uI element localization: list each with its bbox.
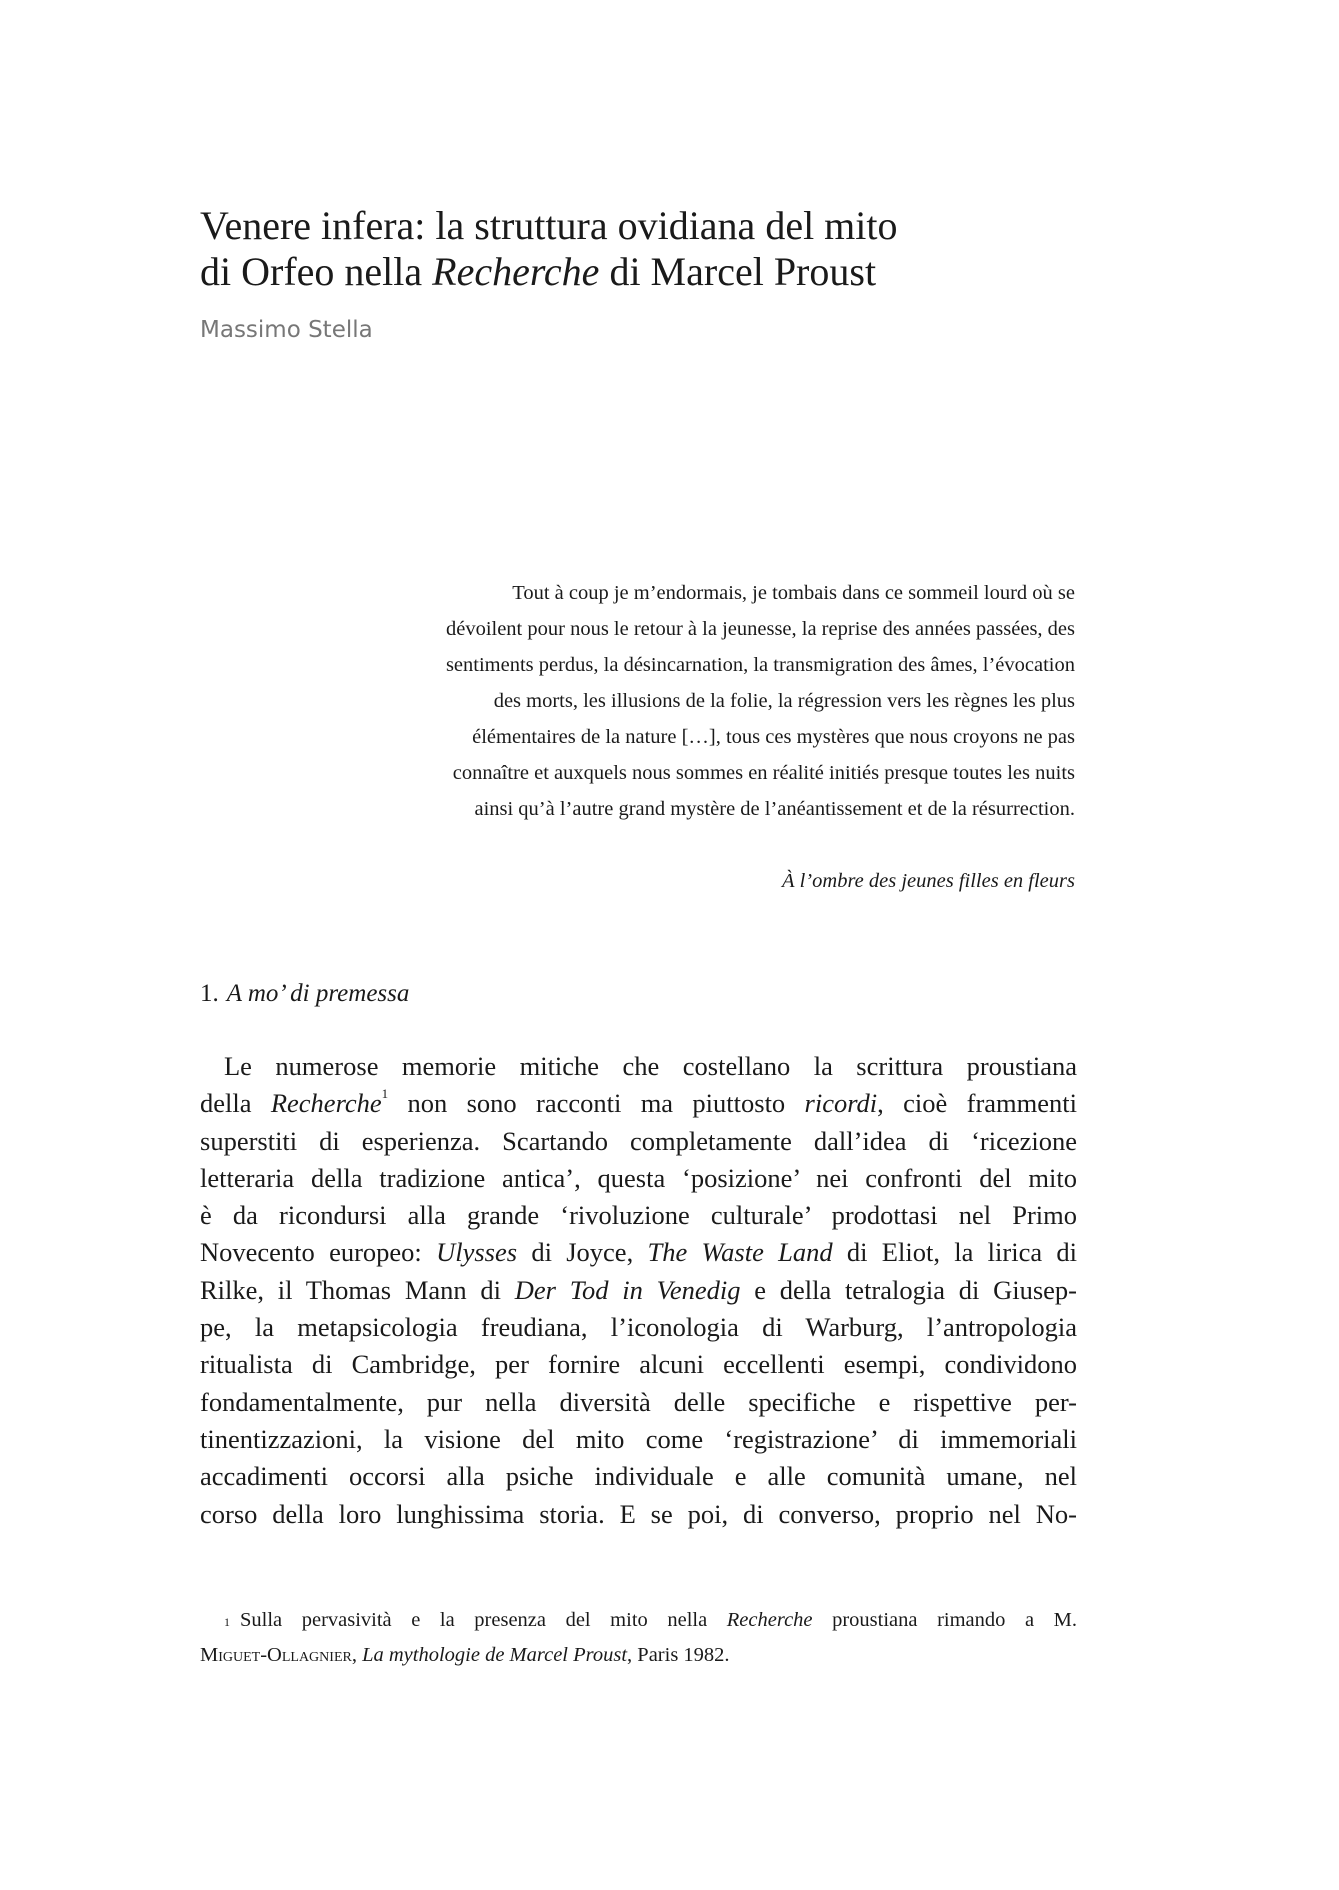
body-line: corso della loro lunghissima storia. E se poi, di converso, proprio nel No- bbox=[200, 1498, 1077, 1529]
section-title: A mo’ di premessa bbox=[226, 980, 410, 1007]
body-line: Rilke, il Thomas Mann di Der Tod in Venedig e della tetralogia di Giusep- bbox=[200, 1274, 1077, 1305]
body-line: fondamentalmente, pur nella diversità delle specifiche e rispettive per- bbox=[200, 1386, 1077, 1417]
body-line: letteraria della tradizione antica’, questa ‘posizione’ nei confronti del mito bbox=[200, 1162, 1077, 1193]
section-number: 1. bbox=[200, 980, 219, 1007]
epigraph-line: des morts, les illusions de la folie, la régression vers les règnes les plus bbox=[493, 690, 1075, 712]
footnote-line: Miguet-Ollagnier, La mythologie de Marcel Proust, Paris 1982. bbox=[200, 1644, 730, 1666]
body-line: ritualista di Cambridge, per fornire alcuni eccellenti esempi, condividono bbox=[200, 1349, 1077, 1380]
epigraph-line: connaître et auxquels nous sommes en réalité initiés presque toutes les nuits bbox=[452, 762, 1075, 784]
body-line: tinentizzazioni, la visione del mito come ‘registrazione’ di immemoriali bbox=[200, 1423, 1077, 1454]
footnote bbox=[200, 1603, 1077, 1673]
epigraph-line: ainsi qu’à l’autre grand mystère de l’anéantissement et de la résurrection. bbox=[474, 798, 1075, 820]
footnote-mark: 1 bbox=[224, 1615, 230, 1629]
body-line: superstiti di esperienza. Scartando completamente dall’idea di ‘ricezione bbox=[200, 1125, 1077, 1156]
epigraph-source: À l’ombre des jeunes filles en fleurs bbox=[781, 870, 1075, 892]
body-paragraph bbox=[200, 1048, 1077, 1533]
footnote-reference[interactable]: 1 bbox=[381, 1086, 389, 1102]
epigraph-line: élémentaires de la nature […], tous ces mystères que nous croyons ne pas bbox=[472, 726, 1075, 748]
epigraph bbox=[280, 575, 1075, 827]
article-title bbox=[200, 203, 1100, 295]
body-line: della Recherche$^1$ non sono racconti ma piuttosto ricordi, cioè frammenti bbox=[200, 1086, 1077, 1119]
body-line: pe, la metapsicologia freudiana, l’iconologia di Warburg, l’antropologia bbox=[200, 1312, 1077, 1343]
body-line: accadimenti occorsi alla psiche individuale e alle comunità umane, nel bbox=[200, 1461, 1077, 1492]
title-line-1: Venere infera: la struttura ovidiana del mito bbox=[200, 203, 898, 248]
title-line-2-end: di Marcel Proust bbox=[599, 249, 877, 294]
epigraph-line: dévoilent pour nous le retour à la jeunesse, la reprise des années passées, des bbox=[445, 618, 1075, 640]
title-line-2-start: di Orfeo nella bbox=[200, 249, 433, 294]
section-heading bbox=[200, 980, 409, 1008]
body-line: Le numerose memorie mitiche che costellano la scrittura proustiana bbox=[224, 1051, 1077, 1081]
epigraph-line: Tout à coup je m’endormais, je tombais dans ce sommeil lourd où se bbox=[512, 582, 1075, 604]
title-line-2-italic: Recherche bbox=[432, 249, 600, 294]
footnote-line: $^1$ Sulla pervasività e la presenza del mito nella Recherche proustiana rimando a M. bbox=[224, 1609, 1077, 1631]
epigraph-line: sentiments perdus, la désincarnation, la transmigration des âmes, l’évocation bbox=[445, 654, 1075, 676]
body-line: è da ricondursi alla grande ‘rivoluzione culturale’ prodottasi nel Primo bbox=[200, 1200, 1077, 1231]
author-name: Massimo Stella bbox=[200, 317, 373, 343]
body-line: Novecento europeo: Ulysses di Joyce, The Waste Land di Eliot, la lirica di bbox=[200, 1237, 1077, 1268]
